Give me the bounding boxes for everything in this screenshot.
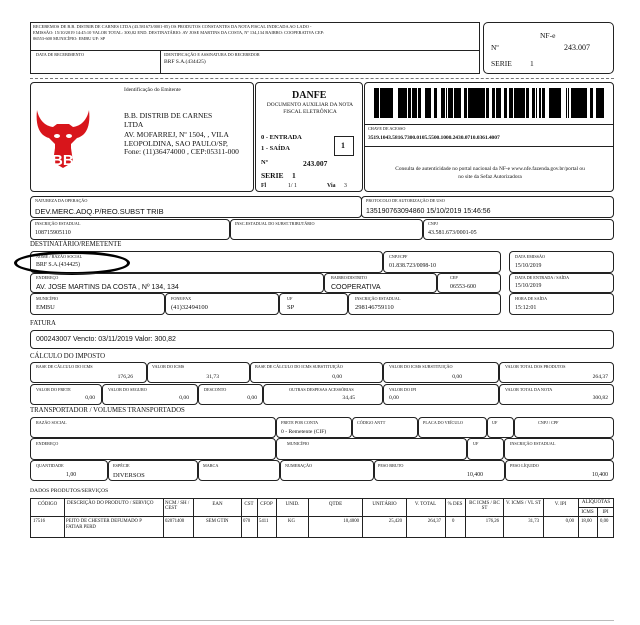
imp-total-nota: 300,82: [592, 395, 608, 401]
protocolo-value: 135190763094860 15/10/2019 15:46:56: [366, 208, 491, 215]
imp-frete-label: VALOR DO FRETE: [36, 387, 71, 392]
tr-ie-label: INSCRIÇÃO ESTADUAL: [510, 441, 556, 446]
barcode-divider: [364, 124, 614, 125]
td-ean: SEM GTIN: [206, 519, 229, 524]
tr-frete-label: FRETE POR CONTA: [281, 420, 319, 425]
dest-saida: 15/10/2019: [515, 283, 542, 289]
th-des: % DES: [447, 502, 463, 507]
dest-fone: (41)32494100: [171, 304, 208, 311]
danfe-serie: 1: [292, 171, 296, 180]
fatura-text: 000243007 Vencto: 03/11/2019 Valor: 300,82: [36, 336, 176, 343]
natureza-label: NATUREZA DA OPERAÇÃO: [35, 198, 88, 203]
tr-municipio-label: MUNICÍPIO: [287, 441, 310, 446]
aliquotas-split: [578, 507, 614, 508]
protocolo-label: PROTOCOLO DE AUTORIZAÇÃO DE USO: [366, 198, 445, 203]
th-cfop: CFOP: [260, 502, 273, 507]
imp-ipi: 0,00: [389, 395, 399, 401]
handwritten-circle: [14, 251, 130, 275]
td-unid: KG: [288, 519, 295, 524]
dest-fone-label: FONE/FAX: [171, 296, 192, 301]
dest-municipio-label: MUNICÍPIO: [36, 296, 59, 301]
tr-peso-bruto: 10,400: [467, 472, 483, 478]
dest-emissao-label: DATA EMISSÃO: [515, 254, 546, 259]
tr-peso-liquido-label: PESO LÍQUIDO: [510, 463, 539, 468]
tr-uf-label: UF: [492, 420, 498, 425]
danfe-subtitle: DOCUMENTO AUXILIAR DA NOTA FISCAL ELETRÔNICA: [266, 102, 354, 116]
td-cfop: 5411: [259, 519, 269, 524]
td-codigo: 17516: [33, 519, 45, 524]
bottom-rule: [30, 620, 614, 621]
td-ncm: 02071400: [165, 519, 185, 524]
dest-cep: 06553-600: [450, 284, 476, 290]
danfe-entrada: 0 - ENTRADA: [261, 134, 302, 141]
td-vtotal: 264,37: [427, 519, 441, 524]
dest-emissao: 15/10/2019: [515, 263, 542, 269]
imp-bc-st: 0,00: [332, 374, 342, 380]
emitente-address: AV. MOFARREJ, Nº 1504, , VILA LEOPOLDINA, SAO PAULO/SP, Fone: (11)36474000 , CEP:05311-000: [124, 130, 239, 157]
chave-label: CHAVE DE ACESSO: [368, 126, 406, 131]
imp-total-prod: 264,37: [592, 374, 608, 380]
tr-endereco-label: ENDEREÇO: [36, 441, 59, 446]
tr-razao-label: RAZÃO SOCIAL: [36, 420, 67, 425]
canhoto-separator: [30, 78, 614, 79]
imp-desconto: 0,00: [247, 395, 257, 401]
td-bc: 176,26: [485, 519, 499, 524]
ie-st-label: INSC.ESTADUAL DO SUBST.TRIBUTÁRIO: [235, 221, 315, 226]
dest-nome-label: NOME / RAZÃO SOCIAL: [36, 254, 83, 259]
th-qtde: QTDE: [328, 502, 343, 507]
chave-value: 3519.1043.5816.7300.0105.5500.1000.2430.0710.0361.4007: [368, 135, 500, 141]
dest-bairro: COOPERATIVA: [331, 284, 381, 291]
dest-hora: 15:12:01: [515, 305, 537, 311]
dest-saida-label: DATA DE ENTRADA / SAÍDA: [515, 275, 570, 280]
td-vicms: 31,73: [528, 519, 539, 524]
barcode: [374, 88, 606, 118]
th-aliq-ipi: IPI: [602, 510, 609, 515]
imp-outras-label: OUTRAS DESPESAS ACESSÓRIAS: [289, 387, 354, 392]
imp-st: 0,00: [452, 374, 462, 380]
th-descricao: DESCRIÇÃO DO PRODUTO / SERVIÇO: [67, 501, 154, 506]
tr-marca-label: MARCA: [203, 463, 219, 468]
transportador-title: TRANSPORTADOR / VOLUMES TRANSPORTADOS: [30, 407, 185, 414]
danfe-via: 3: [344, 183, 347, 189]
tr-qtd-label: QUANTIDADE: [36, 463, 64, 468]
canhoto-divider: [30, 50, 480, 51]
dest-uf: SP: [287, 304, 295, 311]
cnpj-value: 43.581.673/0001-05: [428, 230, 477, 236]
canhoto-emissao: EMISSÃO: 15/10/2019 14:45:10 VALOR TOTAL: 300,82 END. DESTINATÁRIO: AV JOSE MARTINS DA COSTA, Nº 134,134 BAIRRO: COOPERATIVA CEP:: [33, 30, 325, 35]
th-unid: UNID.: [285, 502, 300, 507]
canhoto-numero: 243.007: [564, 43, 590, 52]
danfe-numero-prefix: Nº: [261, 159, 268, 166]
chave-divider: [364, 146, 614, 147]
ie-label: INSCRIÇÃO ESTADUAL: [35, 221, 81, 226]
imp-seguro: 0,00: [179, 395, 189, 401]
dest-bairro-label: BAIRRO/DISTRITO: [331, 275, 367, 280]
imp-outras: 34,45: [342, 395, 355, 401]
tr-endereco-box: [30, 438, 276, 460]
dest-municipio: EMBU: [36, 304, 55, 311]
dest-cnpj: 01.838.723/0098-10: [389, 263, 437, 269]
imp-icms-label: VALOR DO ICMS: [152, 364, 185, 369]
imp-icms: 31,73: [206, 374, 219, 380]
imp-ipi-label: VALOR DO IPI: [389, 387, 417, 392]
canhoto-numero-prefix: Nº: [491, 43, 499, 52]
destinatario-title: DESTINATÁRIO/REMETENTE: [30, 241, 122, 248]
th-vtotal: V. TOTAL: [414, 502, 437, 507]
td-unitario: 25,420: [388, 519, 402, 524]
identificacao-label: IDENTIFICAÇÃO E ASSINATURA DO RECEBEDOR: [164, 52, 260, 57]
tr-especie-label: ESPÉCIE: [113, 463, 130, 468]
dest-cep-label: CEP: [450, 275, 458, 280]
cnpj-label: CNPJ: [428, 221, 438, 226]
danfe-folha-label: Fl: [261, 183, 267, 189]
th-cst: CST: [244, 502, 254, 507]
th-ean: EAN: [212, 502, 223, 507]
th-aliq-icms: ICMS: [581, 510, 594, 515]
canhoto-serie: 1: [530, 59, 534, 68]
tr-peso-liquido: 10,400: [592, 472, 608, 478]
imp-frete: 0,00: [85, 395, 95, 401]
imp-total-prod-label: VALOR TOTAL DOS PRODUTOS: [505, 364, 566, 369]
tr-qtd: 1,00: [66, 472, 77, 478]
th-bc-icms: BC ICMS / BC ST: [469, 501, 500, 512]
td-vipi: 0,00: [565, 519, 574, 524]
tr-placa-label: PLACA DO VEÍCULO: [423, 420, 463, 425]
dest-ie: 298146759110: [355, 304, 394, 311]
dest-uf-label: UF: [287, 296, 293, 301]
danfe-folha: 1/ 1: [288, 183, 297, 189]
th-unitario: UNITÁRIO: [372, 502, 397, 507]
ie-value: 108715905110: [35, 230, 71, 236]
natureza-value: DEV.MERC.ADQ.P/REO.SUBST TRIB: [35, 207, 164, 216]
dest-hora-label: HORA DE SAÍDA: [515, 296, 548, 301]
canhoto-nfe-label: NF-e: [540, 31, 556, 40]
dest-ie-label: INSCRIÇÃO ESTADUAL: [355, 296, 401, 301]
danfe-via-label: Via: [327, 183, 336, 189]
danfe-tipo: 1: [341, 141, 345, 150]
danfe-title: DANFE: [292, 90, 327, 101]
dest-nome: BRF S.A.(434425): [36, 262, 80, 268]
tr-cnpj-box: [514, 417, 614, 438]
tr-uf2-label: UF: [473, 441, 479, 446]
canhoto-serie-label: SERIE: [491, 59, 512, 68]
canhoto-recebemos: RECEBEMOS DE B.B. DISTRIB DE CARNES LTDA (43.581673/0001-05) OS PRODUTOS CONSTANTES DA NOTA FISCAL INDICADA AO LADO -: [33, 24, 312, 29]
danfe-numero: 243.007: [303, 159, 328, 168]
dest-cep-box: [437, 273, 501, 293]
imp-total-nota-label: VALOR TOTAL DA NOTA: [505, 387, 553, 392]
tr-especie: DIVERSOS: [113, 472, 145, 479]
imposto-title: CÁLCULO DO IMPOSTO: [30, 353, 106, 360]
imp-desconto-label: DESCONTO: [204, 387, 227, 392]
td-qtde: 10,4000: [343, 519, 359, 524]
dest-endereco-label: ENDEREÇO: [36, 275, 59, 280]
tr-cnpj-label: CNPJ / CPF: [538, 420, 559, 425]
fatura-title: FATURA: [30, 320, 56, 327]
td-aliq-ipi: 0,00: [600, 519, 609, 524]
imp-bc-st-label: BASE DE CÁLCULO DO ICMS SUBSTITUIÇÃO: [255, 364, 343, 369]
emitente-name: B.B. DISTRIB DE CARNES LTDA: [124, 111, 213, 129]
danfe-serie-label: SERIE: [261, 171, 284, 180]
data-recebimento-label: DATA DE RECEBIMENTO: [36, 52, 84, 57]
tr-antt-label: CÓDIGO ANTT: [357, 420, 386, 425]
imp-bc-icms: 176,26: [117, 374, 133, 380]
th-ncm: NCM / SH / CEST: [165, 501, 190, 512]
td-descricao: PEITO DE CHESTER DEFUMADO P FATIAR PERD: [66, 519, 142, 530]
dest-cnpj-label: CNPJ/CPF: [389, 254, 408, 259]
tr-frete: 0 - Remetente (CIF): [281, 429, 327, 435]
produtos-header-line: [30, 516, 614, 517]
tr-numeracao-label: NUMERAÇÃO: [285, 463, 312, 468]
identificacao-value: BRF S.A.(434425): [164, 59, 206, 65]
consulta-text: Consulta de autenticidade no portal nacional da NF-e www.nfe.fazenda.gov.br/portal ou no site da Sefaz Autorizadora: [395, 166, 585, 180]
canhoto-vertical: [160, 50, 161, 74]
barcode-bar: [601, 88, 604, 118]
dest-endereco: AV. JOSE MARTINS DA COSTA , Nº 134, 134: [36, 284, 179, 291]
produtos-title: DADOS PRODUTOS/SERVIÇOS: [30, 488, 109, 494]
td-cst: 070: [243, 519, 251, 524]
danfe-saida: 1 - SAÍDA: [261, 145, 290, 152]
tr-peso-bruto-label: PESO BRUTO: [378, 463, 404, 468]
imp-st-label: VALOR DO ICMS SUBSTITUIÇÃO: [389, 364, 453, 369]
td-des: 0: [452, 519, 455, 524]
th-vicms: V. ICMS / VL ST: [505, 501, 542, 506]
emitente-heading: Identificação do Emitente: [124, 87, 181, 93]
th-aliquotas: ALÍQUOTAS: [581, 500, 611, 505]
th-vipi: V. IPI: [554, 502, 567, 507]
td-aliq-icms: 18,00: [581, 519, 592, 524]
imp-seguro-label: VALOR DO SEGURO: [108, 387, 147, 392]
imp-bc-icms-label: BASE DE CÁLCULO DO ICMS: [36, 364, 93, 369]
th-codigo: CÓDIGO: [37, 502, 58, 507]
logo-text: BB: [52, 152, 74, 169]
canhoto-municipio: 06553-600 MUNICÍPIO: EMBU UF: SP: [33, 36, 106, 41]
